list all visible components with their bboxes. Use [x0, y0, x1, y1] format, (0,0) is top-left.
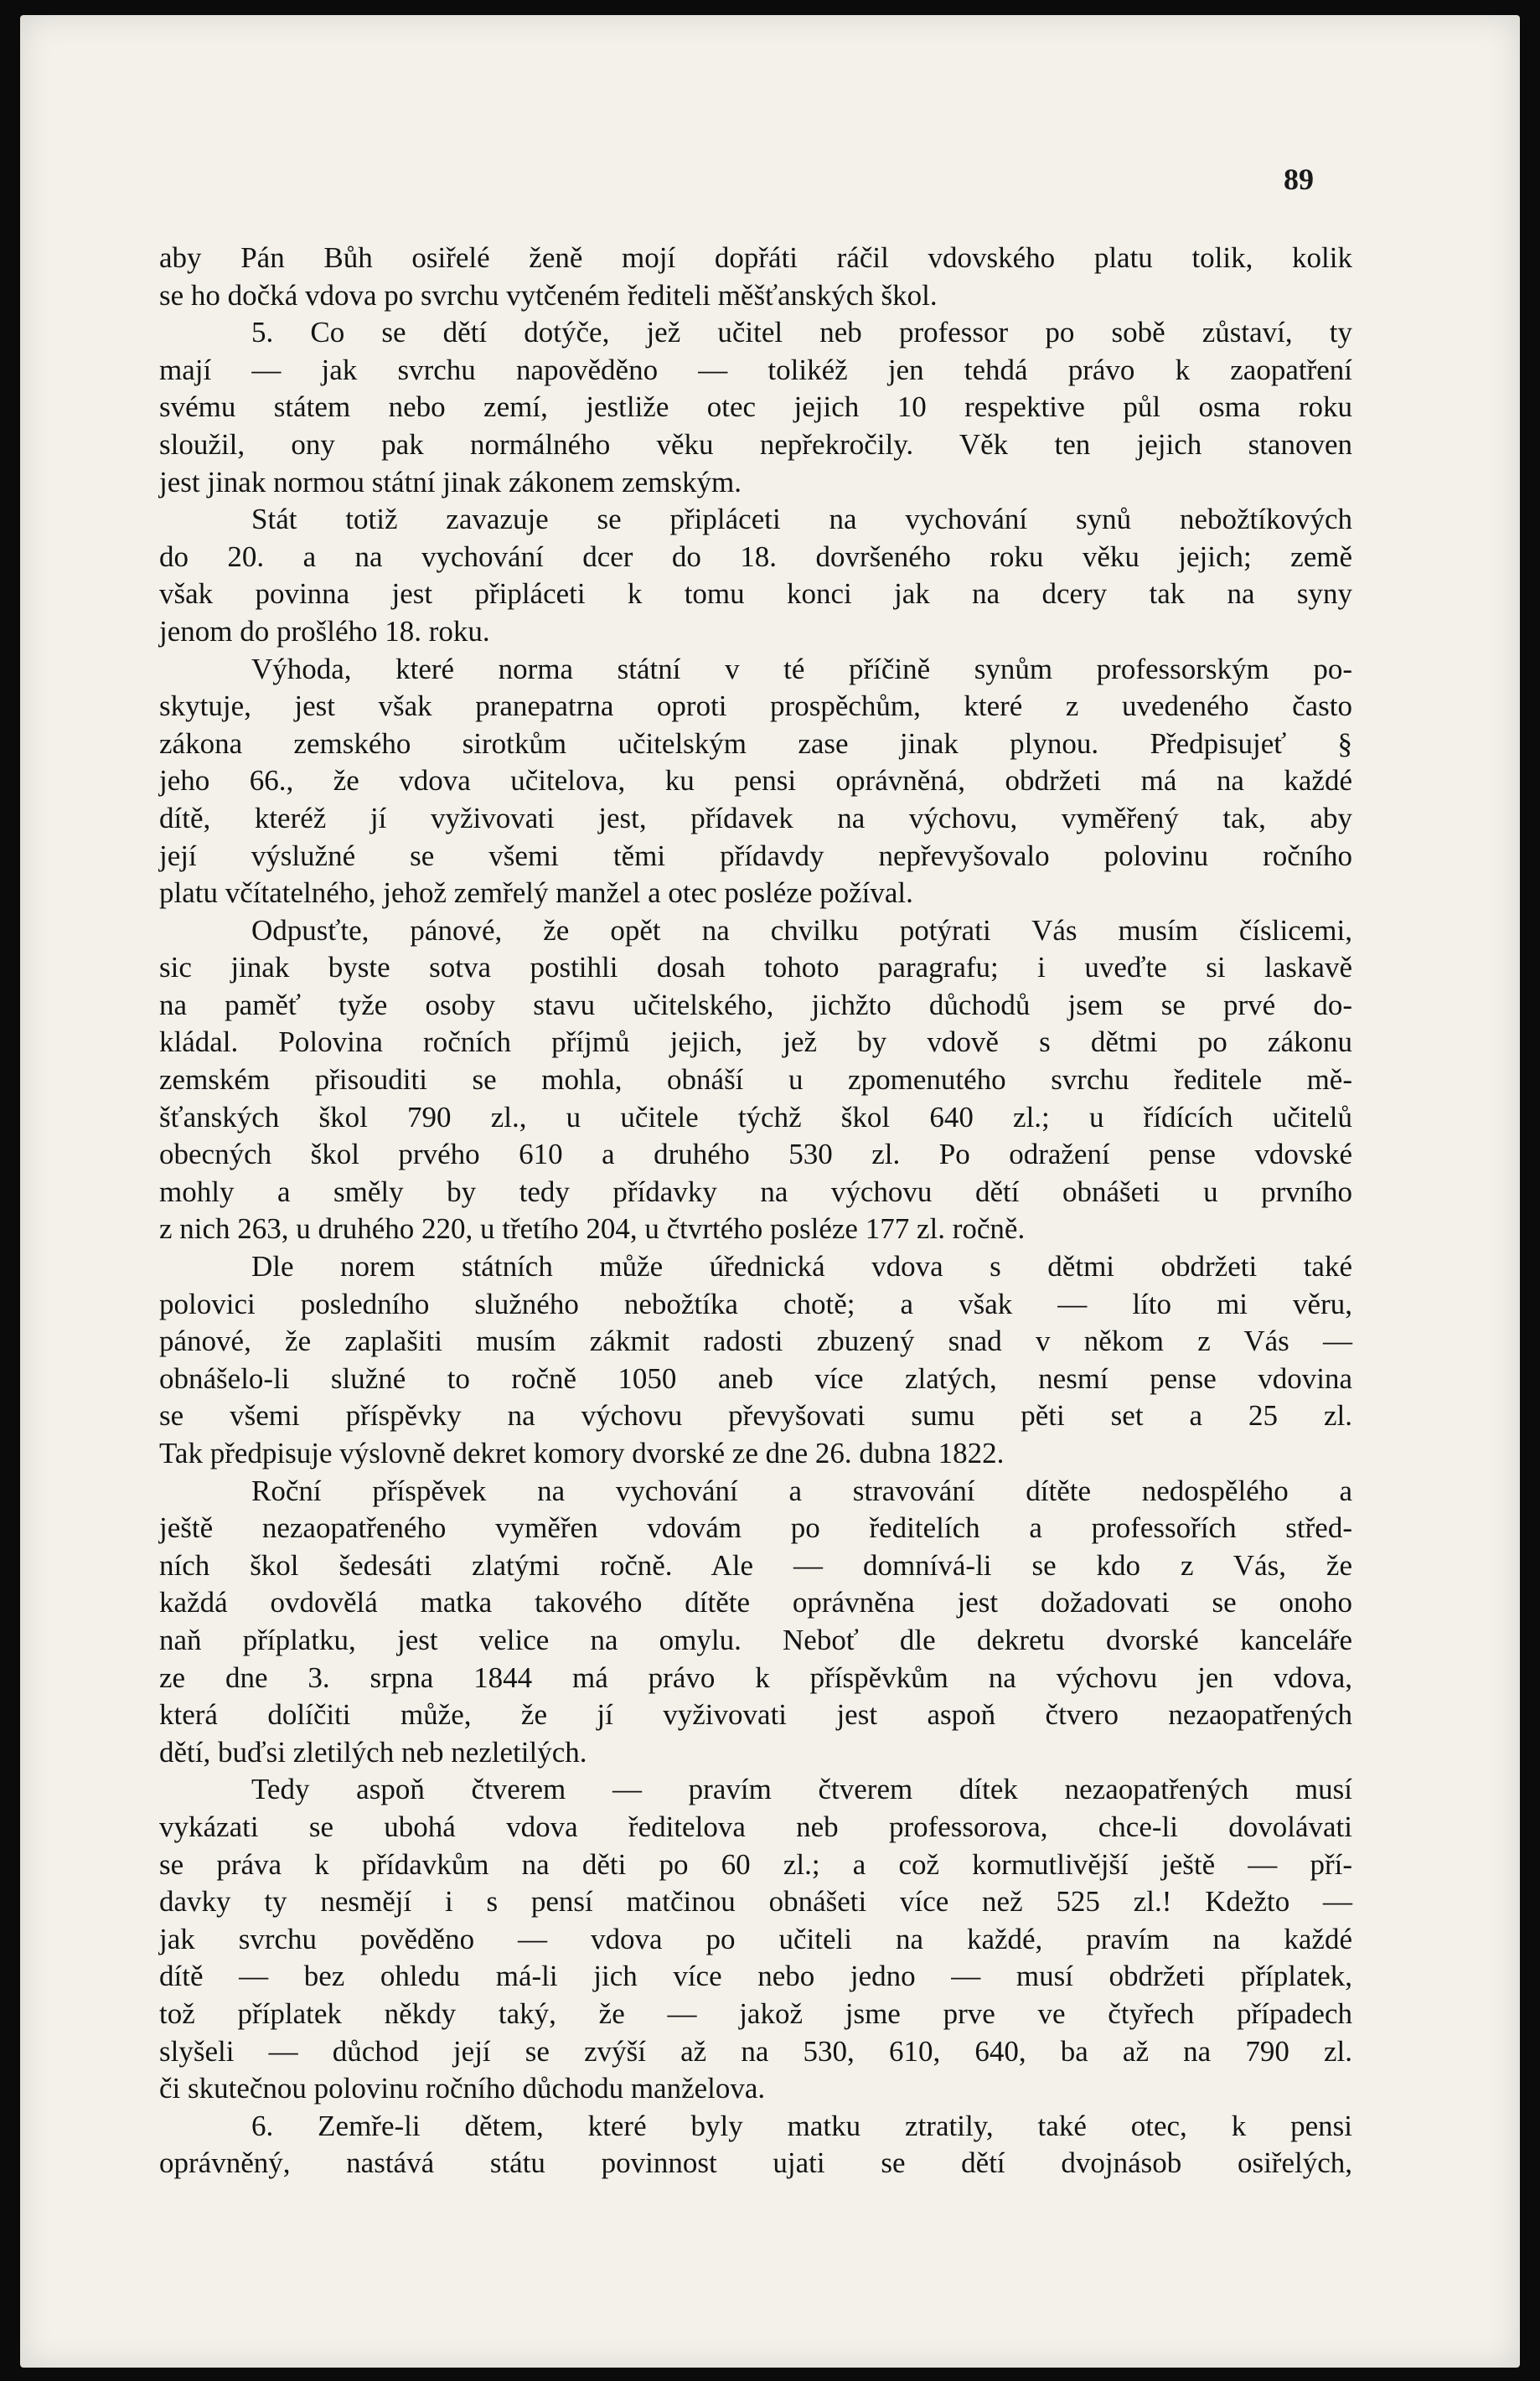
text-line: Tedy aspoň čtverem — pravím čtverem dítek nezaopatřených musí [251, 1773, 1352, 1806]
text-line: její výslužné se všemi těmi přídavdy nepřevyšovalo polovinu ročního [159, 839, 1352, 872]
text-line: sic jinak byste sotva postihli dosah tohoto paragrafu; i uveďte si laskavě [159, 951, 1352, 984]
text-line: či skutečnou polovinu ročního důchodu manželova. [159, 2072, 766, 2105]
text-line: Odpusťte, pánové, že opět na chvilku potýrati Vás musím číslicemi, [251, 913, 1352, 947]
text-line: aby Pán Bůh osiřelé ženě mojí dopřáti ráčil vdovského platu tolik, kolik [159, 241, 1352, 274]
text-line: svému státem nebo zemí, jestliže otec jejich 10 respektive půl osma roku [159, 390, 1352, 424]
text-line: 5. Co se dětí dotýče, jež učitel neb professor po sobě zůstaví, ty [251, 316, 1352, 349]
text-line: mohly a směly by tedy přídavky na výchovu dětí obnášeti u prvního [159, 1175, 1352, 1208]
text-line: z nich 263, u druhého 220, u třetího 204, u čtvrtého posléze 177 zl. ročně. [159, 1212, 1026, 1246]
text-line: jak svrchu pověděno — vdova po učiteli na každé, pravím na každé [159, 1922, 1352, 1955]
document-page [20, 15, 1520, 2368]
text-line: obecných škol prvého 610 a druhého 530 zl. Po odražení pense vdovské [159, 1138, 1352, 1171]
text-line: dítě, kteréž jí vyživovati jest, přídavek na výchovu, vyměřený tak, aby [159, 801, 1352, 834]
text-line: tož příplatek někdy taký, že — jakož jsme prve ve čtyřech případech [159, 1996, 1352, 2030]
text-line: Stát totiž zavazuje se připláceti na vychování synů nebožtíkových [251, 503, 1352, 536]
text-line: která dolíčiti může, že jí vyživovati jest aspoň čtvero nezaopatřených [159, 1698, 1352, 1732]
text-line: skytuje, jest však pranepatrna oproti prospěchům, které z uvedeného často [159, 690, 1352, 723]
text-line: kládal. Polovina ročních příjmů jejich, jež by vdově s dětmi po zákonu [159, 1025, 1352, 1059]
text-line: davky ty nesmějí i s pensí matčinou obnášeti více než 525 zl.! Kdežto — [159, 1885, 1352, 1919]
text-line: platu včítatelného, jehož zemřelý manžel a otec posléze požíval. [159, 876, 913, 910]
text-line: vykázati se ubohá vdova ředitelova neb professorova, chce-li dovolávati [159, 1810, 1352, 1843]
text-line: Výhoda, které norma státní v té příčině synům professorským po- [251, 652, 1352, 685]
text-line: se ho dočká vdova po svrchu vytčeném řediteli měšťanských škol. [159, 278, 938, 312]
text-line: jest jinak normou státní jinak zákonem zemským. [159, 465, 742, 498]
text-line: dítě — bez ohledu má-li jich více nebo jedno — musí obdržeti příplatek, [159, 1960, 1352, 1993]
text-line: jeho 66., že vdova učitelova, ku pensi oprávněná, obdržeti má na každé [159, 764, 1352, 798]
text-line: pánové, že zaplašiti musím zákmit radosti zbuzený snad v někom z Vás — [159, 1325, 1352, 1358]
text-line: ních škol šedesáti zlatými ročně. Ale — domnívá-li se kdo z Vás, že [159, 1548, 1352, 1582]
text-line: zemském přisouditi se mohla, obnáší u zpomenutého svrchu ředitele mě- [159, 1063, 1352, 1097]
text-line: ještě nezaopatřeného vyměřen vdovám po ředitelích a professořích střed- [159, 1511, 1352, 1545]
text-line: 6. Zemře-li dětem, které byly matku ztratily, také otec, k pensi [251, 2109, 1352, 2142]
text-line: polovici posledního služného nebožtíka chotě; a však — líto mi věru, [159, 1287, 1352, 1320]
text-line: do 20. a na vychování dcer do 18. dovršeného roku věku jejich; země [159, 540, 1352, 573]
text-line: slyšeli — důchod její se zvýší až na 530, 610, 640, ba až na 790 zl. [159, 2034, 1352, 2068]
text-line: se práva k přídavkům na děti po 60 zl.; a což kormutlivější ještě — pří- [159, 1847, 1352, 1881]
text-line: Roční příspěvek na vychování a stravování dítěte nedospělého a [251, 1474, 1352, 1507]
text-line: dětí, buďsi zletilých neb nezletilých. [159, 1735, 587, 1769]
text-line: ze dne 3. srpna 1844 má právo k příspěvkům na výchovu jen vdova, [159, 1661, 1352, 1694]
text-line: na paměť tyže osoby stavu učitelského, jichžto důchodů jsem se prvé do- [159, 988, 1352, 1021]
text-line: zákona zemského sirotkům učitelským zase jinak plynou. Předpisujeť § [159, 726, 1352, 760]
text-line: Tak předpisuje výslovně dekret komory dvorské ze dne 26. dubna 1822. [159, 1437, 1005, 1469]
text-line: sloužil, ony pak normálného věku nepřekročily. Věk ten jejich stanoven [159, 427, 1352, 461]
text-line: každá ovdovělá matka takového dítěte oprávněna jest dožadovati se onoho [159, 1586, 1352, 1619]
text-line: oprávněný, nastává státu povinnost ujati se dětí dvojnásob osiřelých, [159, 2146, 1352, 2180]
text-line: obnášelo-li služné to ročně 1050 aneb více zlatých, nesmí pense vdovina [159, 1361, 1352, 1395]
text-line: jenom do prošlého 18. roku. [159, 614, 490, 648]
body-text [159, 240, 1352, 2182]
text-line: však povinna jest připláceti k tomu konci jak na dcery tak na syny [159, 577, 1352, 611]
page-number: 89 [1284, 163, 1314, 196]
text-line: naň příplatku, jest velice na omylu. Neboť dle dekretu dvorské kanceláře [159, 1623, 1352, 1656]
text-line: šťanských škol 790 zl., u učitele týchž škol 640 zl.; u řídících učitelů [159, 1100, 1352, 1134]
text-line: mají — jak svrchu napověděno — tolikéž jen tehdá právo k zaopatření [159, 353, 1352, 386]
text-line: se všemi příspěvky na výchovu převyšovati sumu pěti set a 25 zl. [159, 1399, 1352, 1433]
text-line: Dle norem státních může úřednická vdova s dětmi obdržeti také [251, 1250, 1352, 1283]
